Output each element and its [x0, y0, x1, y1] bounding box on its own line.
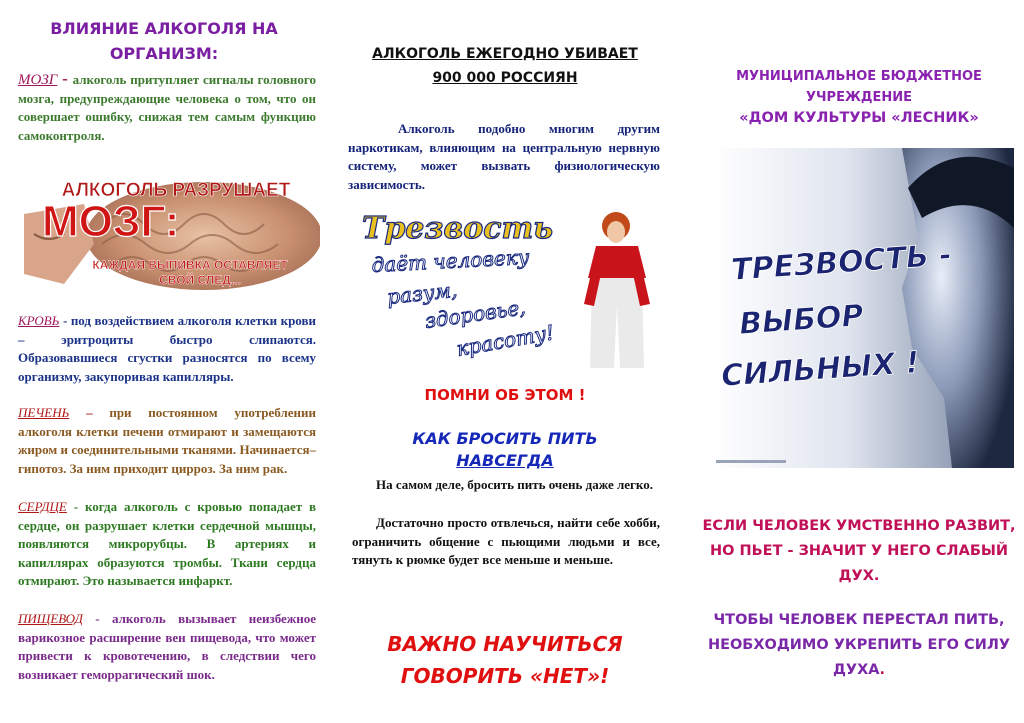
liver-dash: – [69, 405, 110, 420]
brain-damage-image [24, 174, 320, 296]
brain-dash: - [57, 69, 73, 88]
liver-paragraph [18, 404, 316, 478]
blood-term: КРОВЬ [18, 313, 60, 328]
brain-poster-line1: АЛКОГОЛЬ РАЗРУШАЕТ [61, 180, 291, 201]
how-to-quit-line2: НАВСЕГДА [456, 451, 554, 470]
poster-line3: СИЛЬНЫХ ! [720, 345, 921, 394]
sobriety-image [348, 208, 662, 374]
brain-poster-line4: СВОЙ СЛЕД... [159, 273, 241, 287]
institution-line3: «ДОМ КУЛЬТУРЫ «ЛЕСНИК» [739, 110, 979, 126]
heart-text: - когда алкоголь с кровью попадает в сердце, он разрушает клетки сердечной мышцы, появляются микрорубцы. В артериях и капиллярах образуются тромбы. Ткани сердца отмирают. Это называется инфаркт. [18, 499, 316, 589]
heart-term: СЕРДЦЕ [18, 499, 67, 514]
deaths-title-line1: АЛКОГОЛЬ ЕЖЕГОДНО УБИВАЕТ [372, 46, 638, 62]
dependency-paragraph: Алкоголь подобно многим другим наркотикам, влияющим на центральную нервную систему, может вызвать физиологическую зависимость. [348, 121, 660, 192]
deaths-title [348, 42, 662, 90]
sobriety-line1: даёт человеку [371, 244, 530, 277]
esophagus-paragraph [18, 610, 316, 684]
strengthen-spirit-quote [700, 608, 1018, 683]
sobriety-line4: красоту! [454, 320, 556, 361]
heart-paragraph [18, 498, 316, 591]
brain-paragraph [18, 70, 316, 145]
blood-text: - под воздействием алкоголя клетки крови – эритроциты быстро слипаются. Образовавшиеся сгустки разносятся по всему организму, закупоривая капилляры. [18, 313, 316, 384]
right-panel [700, 0, 1018, 723]
weak-spirit-quote: ЕСЛИ ЧЕЛОВЕК УМСТВЕННО РАЗВИТ, НО ПЬЕТ - ЗНАЧИТ У НЕГО СЛАБЫЙ ДУХ. [702, 518, 1016, 584]
institution-name [700, 66, 1018, 129]
esophagus-term: ПИЩЕВОД [18, 611, 83, 626]
institution-line1: МУНИЦИПАЛЬНОЕ БЮДЖЕТНОЕ [736, 69, 982, 84]
brain-text: алкоголь притупляет сигналы головного мозга, предупреждающие человека о том, что он совершает ошибку, снижая тем самым функцию самоконтроля. [18, 72, 316, 143]
sobriety-line2: разум, [386, 277, 459, 309]
say-no-line1: ВАЖНО НАУЧИТЬСЯ [387, 632, 623, 656]
brain-term: МОЗГ [18, 72, 58, 88]
say-no-line2: ГОВОРИТЬ «НЕТ»! [400, 664, 610, 688]
how-to-quit-heading [348, 428, 662, 472]
deaths-title-line2: 900 000 РОССИЯН [432, 70, 578, 86]
sobriety-line3: здоровье, [423, 295, 527, 333]
remember-heading: ПОМНИ ОБ ЭТОМ ! [424, 386, 586, 404]
sobriety-choice-poster [712, 148, 1014, 468]
esophagus-text: - алкоголь вызывает неизбежное варикозное расширение вен пищевода, что может привести к кровотечению, в следствии чего возникает геморрагический шок. [18, 611, 316, 682]
quit-easy-paragraph: На самом деле, бросить пить очень даже легко. [376, 477, 653, 492]
strengthen-spirit-text: ЧТОБЫ ЧЕЛОВЕК ПЕРЕСТАЛ ПИТЬ, НЕОБХОДИМО УКРЕПИТЬ ЕГО СИЛУ ДУХА [707, 612, 1011, 678]
blood-paragraph [18, 312, 316, 386]
sobriety-headline: Трезвость [362, 211, 554, 246]
liver-text: при постоянном употреблении алкоголя клетки печени отмирают и замещаются жиром и соединительными тканями. Начинается– гипотоз. За ним приходит цирроз. За ним рак. [18, 405, 316, 476]
brain-poster-line3: КАЖДАЯ ВЫПИВКА ОСТАВЛЯЕТ [92, 258, 288, 272]
poster-line2: ВЫБОР [738, 298, 865, 342]
quit-hobby-paragraph: Достаточно просто отвлечься, найти себе хобби, ограничить общение с пьющими людьми и все, тянуть к рюмке будет все меньше и меньше. [352, 515, 660, 568]
how-to-quit-line1: КАК БРОСИТЬ ПИТЬ [412, 429, 598, 448]
institution-line2: УЧРЕЖДЕНИЕ [806, 90, 912, 105]
alcohol-effects-title: ВЛИЯНИЕ АЛКОГОЛЯ НА ОРГАНИЗМ: [50, 19, 278, 63]
poster-line1: ТРЕЗВОСТЬ - [730, 237, 953, 288]
middle-panel [348, 0, 662, 723]
strengthen-spirit-period: . [879, 662, 885, 678]
liver-term: ПЕЧЕНЬ [18, 405, 70, 420]
say-no-heading [348, 628, 662, 692]
left-panel [12, 0, 316, 723]
brain-poster-line2: МОЗГ: [42, 197, 180, 246]
